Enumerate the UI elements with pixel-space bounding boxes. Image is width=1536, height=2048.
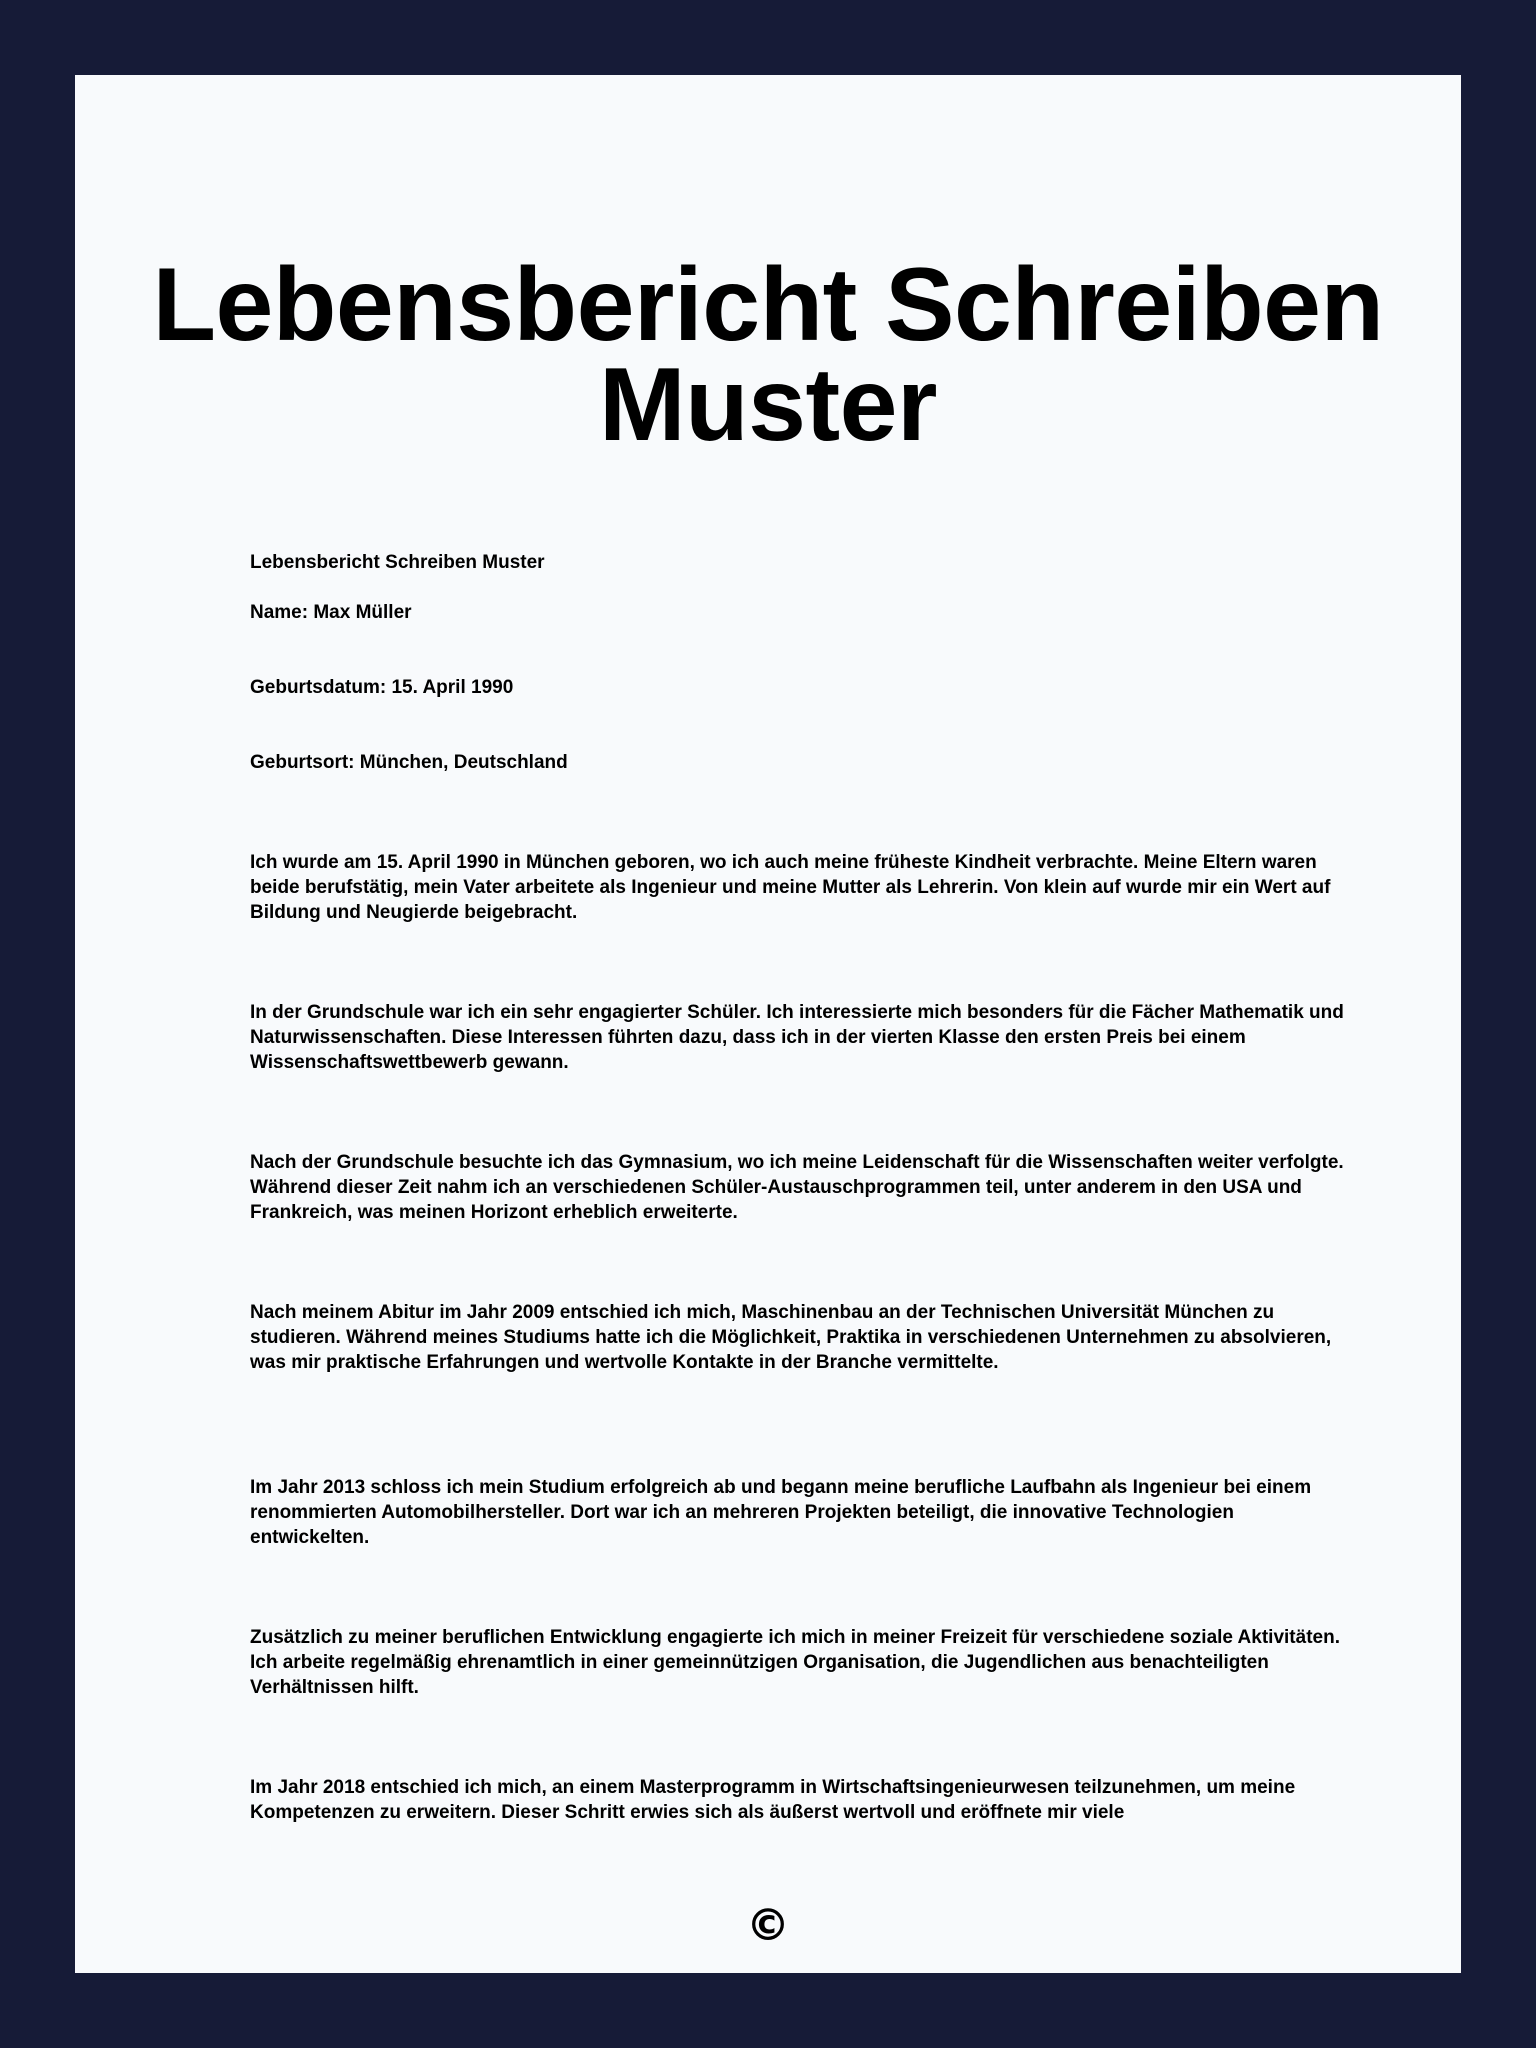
document-page	[75, 75, 1461, 1973]
paragraph-primary-school: In der Grundschule war ich ein sehr engagierter Schüler. Ich interessierte mich besonders für die Fächer Mathematik und Naturwissenschaften. Diese Interessen führten dazu, dass ich in der vierten Klasse den ersten Preis bei einem Wissenschaftswettbewerb gewann.	[250, 1002, 1344, 1073]
copyright-icon: ©	[746, 1900, 790, 1951]
paragraph-gymnasium: Nach der Grundschule besuchte ich das Gymnasium, wo ich meine Leidenschaft für die Wissenschaften weiter verfolgte. Während dieser Zeit nahm ich an verschiedenen Schüler-Austauschprogrammen teil, unter anderem in den USA und Frankreich, was meinen Horizont erheblich erweiterte.	[250, 1152, 1344, 1223]
birthdate-line: Geburtsdatum: 15. April 1990	[250, 677, 514, 698]
paragraph-childhood: Ich wurde am 15. April 1990 in München geboren, wo ich auch meine früheste Kindheit verbrachte. Meine Eltern waren beide berufstätig, mein Vater arbeitete als Ingenieur und meine Mutter als Lehrerin. Von klein auf wurde mir ein Wert auf Bildung und Neugierde beigebracht.	[250, 852, 1331, 923]
page-title: Lebensbericht Schreiben Muster	[152, 247, 1384, 463]
paragraph-volunteering: Zusätzlich zu meiner beruflichen Entwicklung engagierte ich mich in meiner Freizeit für verschiedene soziale Aktivitäten. Ich arbeite regelmäßig ehrenamtlich in einer gemeinnützigen Organisation, die Jugendlichen aus benachteiligten Verhältnissen hilft.	[250, 1627, 1340, 1698]
document-heading: Lebensbericht Schreiben Muster	[250, 552, 545, 573]
paragraph-university: Nach meinem Abitur im Jahr 2009 entschied ich mich, Maschinenbau an der Technischen Universität München zu studieren. Während meines Studiums hatte ich die Möglichkeit, Praktika in verschiedenen Unternehmen zu absolvieren, was mir praktische Erfahrungen und wertvolle Kontakte in der Branche vermittelte.	[250, 1302, 1332, 1373]
birthplace-line: Geburtsort: München, Deutschland	[250, 752, 568, 773]
paragraph-master: Im Jahr 2018 entschied ich mich, an einem Masterprogramm in Wirtschaftsingenieurwesen teilzunehmen, um meine Kompetenzen zu erweitern. Dieser Schritt erwies sich als äußerst wertvoll und eröffnete mir viele	[250, 1777, 1296, 1823]
paragraph-career: Im Jahr 2013 schloss ich mein Studium erfolgreich ab und begann meine berufliche Laufbahn als Ingenieur bei einem renommierten Automobilhersteller. Dort war ich an mehreren Projekten beteiligt, die innovative Technologien entwickelten.	[250, 1477, 1312, 1548]
name-line: Name: Max Müller	[250, 602, 412, 623]
document-body	[250, 75, 1370, 1830]
